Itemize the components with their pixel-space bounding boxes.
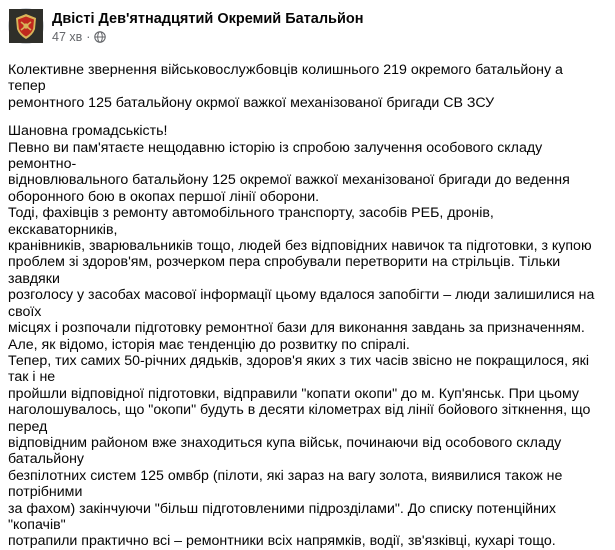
globe-icon[interactable] xyxy=(94,31,106,43)
separator-dot: · xyxy=(86,30,91,44)
post-paragraph: Але, як відомо, історія має тенденцію до розвитку по спіралі. xyxy=(8,336,410,353)
post-subline xyxy=(52,29,364,45)
post-paragraph: Колективне звернення військовослужбовців колишнього 219 окремого батальйону а тепер ремонтного 125 батальйону окрмої важкої механізованої бригади СВ ЗСУ xyxy=(8,62,563,111)
paragraph-gap xyxy=(8,111,603,123)
post-paragraph: Шановна громадськість! xyxy=(8,123,168,140)
post-paragraph: Тепер, тих самих 50-річних дядьків, здоров'я яких з тих часів звісно не покращилося, які так і не пройшли відповідної підготовки, відправили "копати окопи" до м. Куп'янськ. При цьому наголошувалось, що "окопи" будуть в десяти кілометрах від лінії бойового зіткнення, що перед відповідним районом вже знаходиться купа військ, починаючи від особового складу батальйону безпілотних систем 125 омвбр (пілоти, які зараз на вагу золота, виявилися також не потрібними за фахом) закінчуючи "більш підготовленими підрозділами". До списку потенційних "копачів" потрапили практично всі – ремонтники всіх напрямків, водії, зв'язківці, кухарі тощо. xyxy=(8,352,591,550)
post-timestamp[interactable]: 47 хв xyxy=(52,30,83,44)
post-paragraph: Певно ви пам'ятаєте нещодавню історію із спробою залучення особового складу ремонтно- відновлювального батальйону 125 окремої важкої механізованої бригади до ведення оборонного бою в окопах першої лінії оборони. xyxy=(8,139,570,205)
post-text xyxy=(8,62,603,550)
post-paragraph: Тоді, фахівців з ремонту автомобільного транспорту, засобів РЕБ, дронів, екскаваторників, кранівників, зварювальників тощо, людей без відповідних навичок та підготовки, з купою проблем зі здоров'ям, розчерком пера спробували перетворити на стрільців. Тільки завдяки розголосу у засобах масової інформації цьому вдалося запобігти – люди залишилися на своїх місцях і розпочали підготовку ремонтної бази для виконання завдань за призначенням. xyxy=(8,205,595,337)
page-avatar[interactable] xyxy=(8,8,44,44)
battalion-emblem-icon xyxy=(9,9,43,43)
page-name-link[interactable]: Двісті Дев'ятнадцятий Окремий Батальйон xyxy=(52,11,364,27)
post-meta xyxy=(52,8,364,45)
post-header xyxy=(8,8,603,56)
